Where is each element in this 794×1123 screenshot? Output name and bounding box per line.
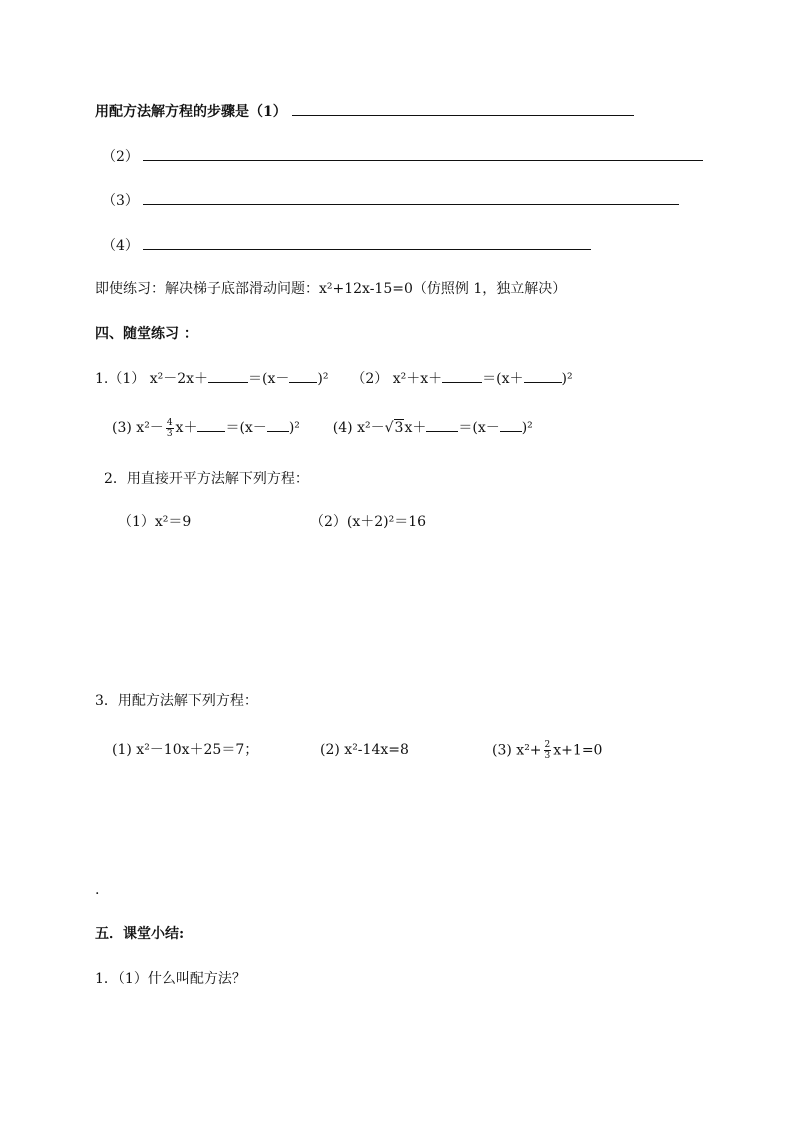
q3-a-expr: x²－10x＋25＝7； xyxy=(136,742,259,758)
step-3-line xyxy=(102,190,679,211)
section-4-heading: 四、随堂练习 ： xyxy=(95,326,198,342)
q3-a xyxy=(112,740,258,760)
answer-blank[interactable] xyxy=(524,368,562,383)
steps-title: 用配方法解方程的步骤是（1） xyxy=(95,104,287,120)
q1-row-1 xyxy=(95,368,573,389)
answer-blank[interactable] xyxy=(143,146,703,161)
q2-b: （2）(x＋2)²＝16 xyxy=(310,514,427,530)
sqrt-radicand: 3 xyxy=(394,420,404,436)
stray-dot: . xyxy=(95,882,100,898)
steps-title-line xyxy=(95,101,634,122)
section-5-heading: 五．课堂小结: xyxy=(95,926,185,942)
step-3-label: （3） xyxy=(102,193,139,209)
q1-p3-expr-b: x＋ xyxy=(175,420,198,436)
q1-p3-expr-a: x²－ xyxy=(136,420,164,436)
answer-blank[interactable] xyxy=(500,417,522,432)
q1-p2-label: （2） xyxy=(351,371,389,387)
fraction-denominator: 3 xyxy=(166,428,173,439)
q1-p4-expr-b: x＋ xyxy=(404,420,427,436)
q1-p4-expr-a: x²－ xyxy=(357,420,385,436)
answer-blank[interactable] xyxy=(143,190,679,205)
sqrt: √3 xyxy=(384,420,404,436)
q1-row-2 xyxy=(112,417,533,439)
q1-p3-label: (3) xyxy=(112,420,132,436)
step-4-label: （4） xyxy=(102,238,139,254)
q2-title: 2．用直接开平方法解下列方程： xyxy=(104,471,309,487)
answer-blank[interactable] xyxy=(426,417,458,432)
q3-c-expr-b: x+1=0 xyxy=(553,742,603,759)
answer-blank[interactable] xyxy=(208,368,248,383)
fraction-denominator: 3 xyxy=(544,751,551,761)
fraction-numerator: 4 xyxy=(166,417,173,428)
q3-c-label: (3) xyxy=(492,742,512,759)
q3-b xyxy=(320,740,409,760)
answer-blank[interactable] xyxy=(143,235,591,250)
q1-p1-expr-c: )² xyxy=(317,371,329,387)
q3-c-expr-a: x²+ xyxy=(516,742,542,759)
step-2-label: （2） xyxy=(102,149,139,165)
fraction xyxy=(166,418,174,439)
q1-p2-expr-b: ＝(x＋ xyxy=(482,371,524,387)
q3-a-label: (1) xyxy=(112,742,132,758)
answer-blank[interactable] xyxy=(267,417,289,432)
q3-b-label: (2) xyxy=(320,742,340,758)
answer-blank[interactable] xyxy=(292,101,634,116)
q3-title: 3．用配方法解下列方程： xyxy=(95,693,258,709)
answer-blank[interactable] xyxy=(442,368,482,383)
fraction-numerator: 2 xyxy=(544,740,551,750)
q1-p1-expr-b: ＝(x－ xyxy=(248,371,290,387)
step-2-line xyxy=(102,146,703,167)
q1-p3-expr-d: )² xyxy=(288,420,300,436)
q1-p2-expr-a: x²＋x＋ xyxy=(392,371,443,387)
q1-p3-expr-c: ＝(x－ xyxy=(225,420,267,436)
q2-a: （1）x²＝9 xyxy=(118,514,192,530)
q3-b-expr: x²-14x=8 xyxy=(344,742,409,758)
q1-p4-label: (4) xyxy=(332,420,353,436)
instant-practice: 即使练习：解决梯子底部滑动问题：x²+12x-15=0（仿照例 1，独立解决） xyxy=(95,281,567,297)
q1-p1-expr-a: x²－2x＋ xyxy=(149,371,209,387)
summary-q1: 1．（1）什么叫配方法？ xyxy=(95,971,246,987)
q3-c xyxy=(492,740,602,761)
answer-blank[interactable] xyxy=(289,368,317,383)
q1-p4-expr-c: ＝(x－ xyxy=(458,420,500,436)
fraction xyxy=(544,740,552,761)
step-4-line xyxy=(102,235,591,256)
answer-blank[interactable] xyxy=(197,417,225,432)
q1-p2-expr-c: )² xyxy=(561,371,573,387)
q1-p1-label: 1.（1） xyxy=(95,371,146,387)
q1-p4-expr-d: )² xyxy=(521,420,533,436)
